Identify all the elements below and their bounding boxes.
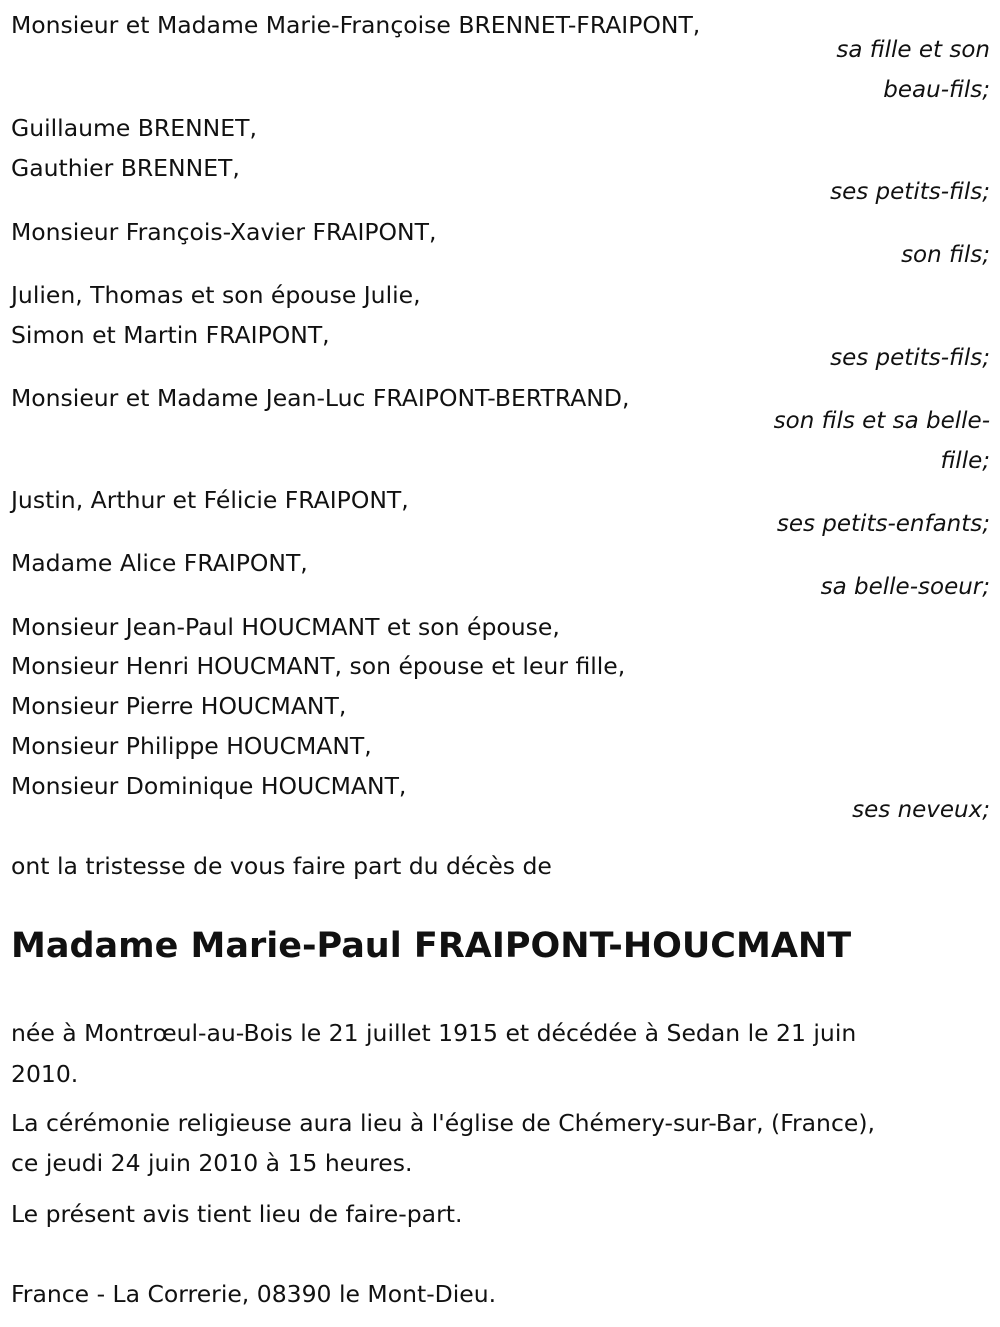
birth-death-text: née à Montrœul-au-Bois le 21 juillet 1915 et décédée à Sedan le 21 juin	[11, 1019, 857, 1047]
relation-label: sa fille et son	[836, 37, 990, 63]
family-name-line: Monsieur Henri HOUCMANT, son épouse et leur fille,	[11, 652, 626, 680]
family-name-line: Monsieur François-Xavier FRAIPONT,	[11, 218, 437, 246]
announcement-text: ont la tristesse de vous faire part du décès de	[11, 852, 552, 880]
deceased-name: Madame Marie-Paul FRAIPONT-HOUCMANT	[11, 926, 852, 966]
ceremony-text: La cérémonie religieuse aura lieu à l'église de Chémery-sur-Bar, (France),	[11, 1109, 875, 1137]
relation-label: ses petits-enfants;	[776, 511, 990, 537]
relation-label: ses petits-fils;	[830, 345, 990, 371]
relation-label: beau-fils;	[883, 77, 990, 103]
ceremony-text: ce jeudi 24 juin 2010 à 15 heures.	[11, 1149, 413, 1177]
family-name-line: Monsieur Dominique HOUCMANT,	[11, 772, 407, 800]
family-name-line: Julien, Thomas et son épouse Julie,	[11, 281, 421, 309]
family-name-line: Guillaume BRENNET,	[11, 114, 257, 142]
family-name-line: Simon et Martin FRAIPONT,	[11, 321, 330, 349]
family-name-line: Gauthier BRENNET,	[11, 154, 240, 182]
relation-label: fille;	[940, 448, 990, 474]
family-name-line: Madame Alice FRAIPONT,	[11, 549, 308, 577]
birth-death-text: 2010.	[11, 1060, 79, 1088]
relation-label: ses neveux;	[852, 797, 990, 823]
notice-text: Le présent avis tient lieu de faire-part.	[11, 1200, 463, 1228]
family-name-line: Monsieur et Madame Marie-Françoise BRENNET-FRAIPONT,	[11, 11, 701, 39]
relation-label: sa belle-soeur;	[820, 574, 990, 600]
family-name-line: Justin, Arthur et Félicie FRAIPONT,	[11, 486, 409, 514]
relation-label: son fils;	[901, 242, 990, 268]
family-name-line: Monsieur Jean-Paul HOUCMANT et son épouse,	[11, 613, 560, 641]
relation-label: son fils et sa belle-	[773, 408, 990, 434]
address-text: France - La Correrie, 08390 le Mont-Dieu.	[11, 1280, 497, 1308]
family-name-line: Monsieur et Madame Jean-Luc FRAIPONT-BERTRAND,	[11, 384, 630, 412]
relation-label: ses petits-fils;	[830, 179, 990, 205]
family-name-line: Monsieur Philippe HOUCMANT,	[11, 732, 372, 760]
family-name-line: Monsieur Pierre HOUCMANT,	[11, 692, 347, 720]
